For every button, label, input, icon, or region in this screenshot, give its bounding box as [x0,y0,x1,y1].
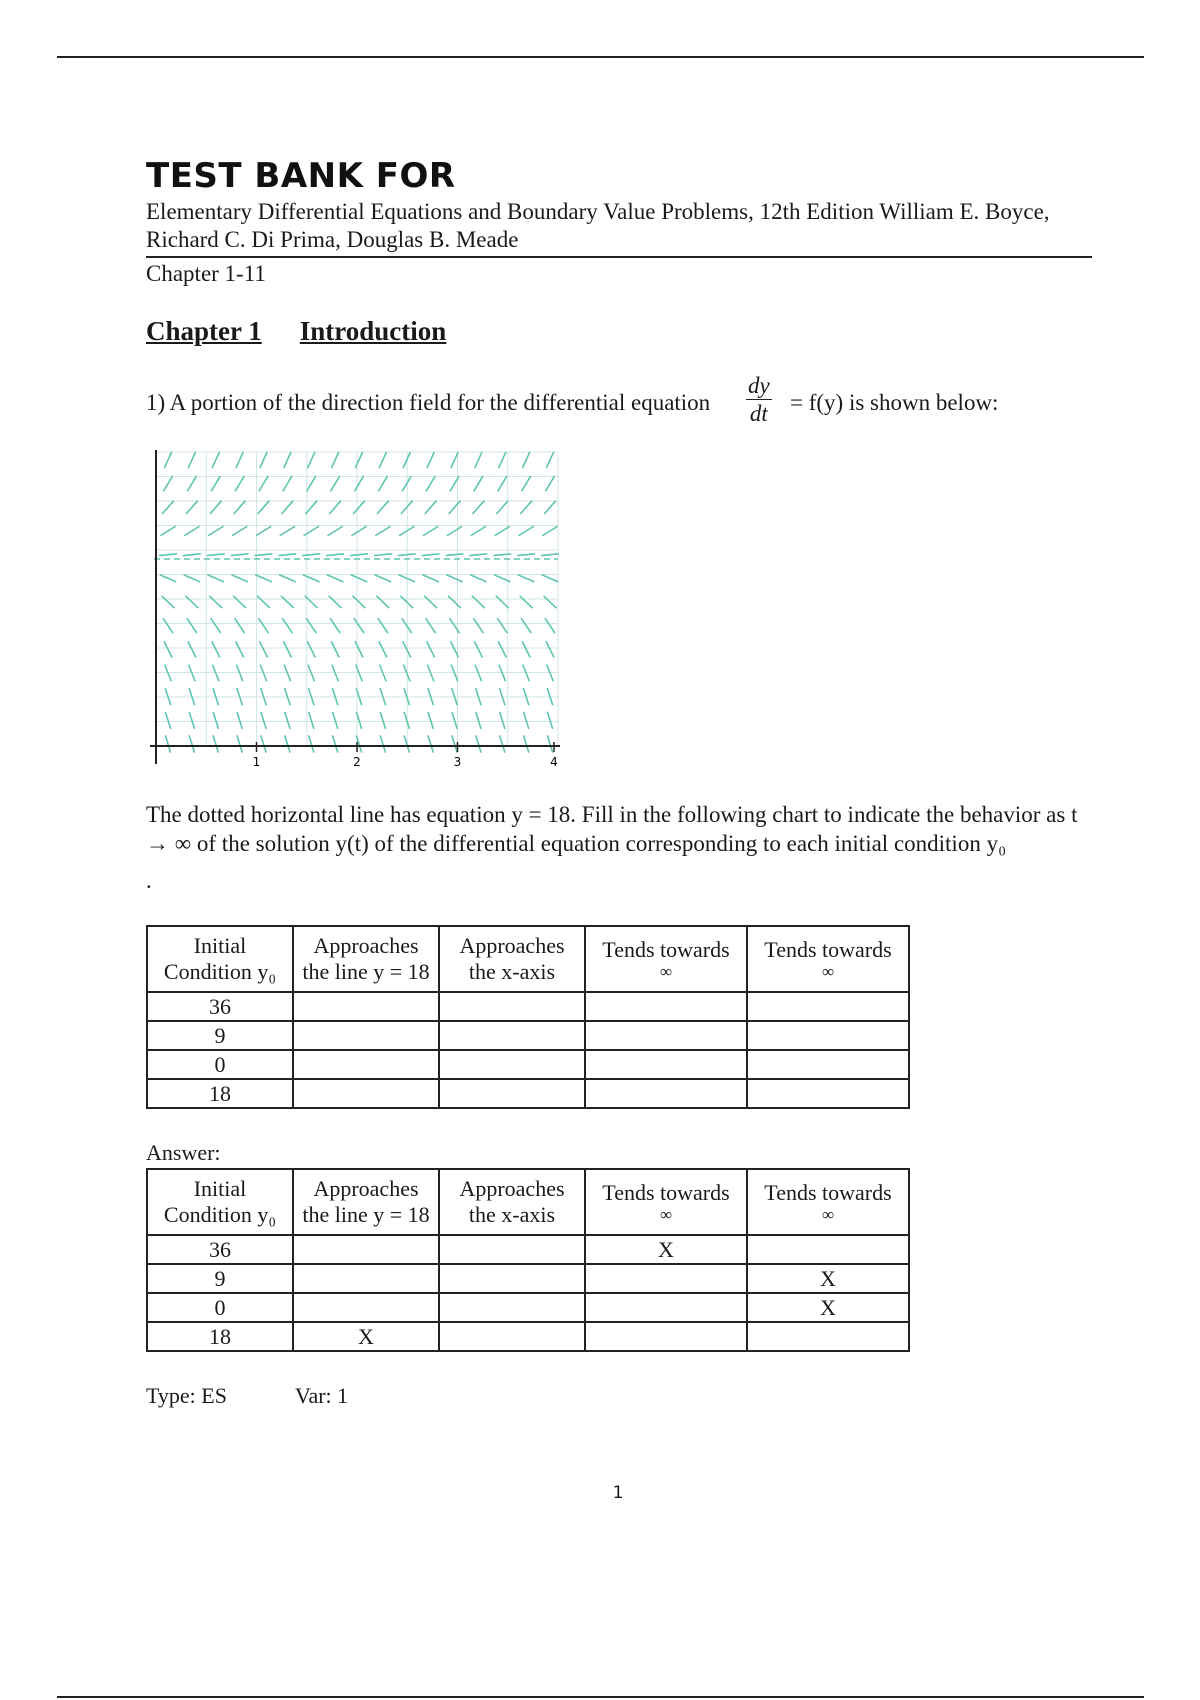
slope-segment [159,554,177,556]
slope-segment [542,575,559,582]
question-variant: Var: 1 [295,1383,349,1408]
slope-segment [522,641,530,657]
slope-segment [331,641,339,657]
slope-segment [304,526,319,536]
cell-line [293,1293,439,1322]
slope-segment [209,596,222,608]
slope-segment [165,712,170,729]
cell-inf-a[interactable] [585,1079,747,1108]
slope-segment [499,452,506,468]
table-row [147,1322,909,1351]
slope-segment [307,641,315,657]
slope-segment [184,526,199,536]
slope-segment [398,554,416,556]
slope-segment [376,596,389,608]
derivative-fraction [746,372,772,427]
slope-segment [496,501,508,515]
slope-segment [208,526,223,536]
table-row [147,1079,909,1108]
slope-segment [446,575,463,582]
table-row [147,1050,909,1079]
slope-segment [351,575,368,582]
slope-segment [283,641,291,657]
slope-segment [428,735,433,752]
slope-segment [259,476,268,491]
slope-segment [236,452,243,468]
slope-segment [496,596,509,608]
slope-segment [517,554,535,556]
x-tick-label: 1 [252,755,261,769]
slope-segment [448,596,461,608]
document-title: TEST BANK FOR [146,156,456,196]
slope-segment [545,476,554,491]
x-tick-label: 4 [550,755,558,769]
slope-segment [476,735,481,752]
slope-segment [207,554,225,556]
slope-segment [188,641,196,657]
slope-segment [327,575,344,582]
header-approaches-xaxis: Approaches the x-axis [439,1169,585,1235]
slope-segment [541,554,559,556]
cell-inf-a: X [585,1235,747,1264]
cell-line[interactable] [293,1079,439,1108]
slope-segment [355,641,363,657]
slope-segment [160,526,175,536]
slope-segment [498,641,506,657]
chart-header-row [147,926,909,992]
slope-segment [285,735,290,752]
chapter-number: Chapter 1 [146,316,262,346]
slope-segment [187,476,196,491]
book-subtitle: Elementary Differential Equations and Boundary Value Problems, 12th Edition William E. Boyce, Richard C. Di Prima, Douglas B. Meade [146,199,1050,252]
slope-segment [279,575,296,582]
slope-segment [231,575,248,582]
table-row [147,1235,909,1264]
slope-segment [211,476,220,491]
slope-segment [474,641,482,657]
question-prompt [146,373,999,426]
slope-segment [235,618,245,633]
slope-segment [260,452,267,468]
cell-xaxis [439,1293,585,1322]
cell-y0: 9 [147,1264,293,1293]
cell-y0: 36 [147,992,293,1021]
slope-segment [255,575,272,582]
question-paragraph: The dotted horizontal line has equation y = 18. Fill in the following chart to indicate the behavior as t → ∞ of the solution y(t) of the differential equation corresponding to each initial condition y₀ [146,802,1078,856]
cell-y0: 18 [147,1079,293,1108]
slope-segment [256,526,271,536]
slope-segment [353,501,365,515]
slope-segment [500,712,505,729]
bottom-rule [57,1696,1144,1698]
slope-segment [330,618,340,633]
x-tick-label: 3 [453,755,462,769]
slope-segment [518,575,535,582]
slope-segment [428,712,433,729]
slope-segment [281,501,293,515]
slope-segment [163,476,172,491]
slope-segment [472,501,484,515]
slope-segment [303,575,320,582]
table-row [147,1293,909,1322]
slope-segment [543,596,556,608]
slope-segment [425,501,437,515]
slope-segment [352,596,365,608]
slope-segment [237,735,242,752]
slope-segment [452,712,457,729]
slope-segment [284,452,291,468]
slope-segment [474,476,483,491]
slope-segment [308,452,315,468]
cell-inf-b [747,1322,909,1351]
cell-y0: 0 [147,1050,293,1079]
slope-segment [306,618,316,633]
slope-segment [331,452,338,468]
cell-line: X [293,1322,439,1351]
slope-segment [189,735,194,752]
fraction-denominator: dt [749,401,768,426]
slope-segment [523,712,528,729]
subtitle-divider [146,256,1092,258]
table-row [147,992,909,1021]
slope-segment [186,501,198,515]
slope-segment [426,476,435,491]
slope-segment [498,476,507,491]
slope-segment [213,712,218,729]
slope-segment [449,501,461,515]
slope-segment [476,712,481,729]
cell-line[interactable] [293,1021,439,1050]
equation-rhs: = f(y) is shown below: [790,390,999,415]
slope-segment [380,735,385,752]
slope-segment [309,735,314,752]
slope-segment [546,452,553,468]
cell-inf-a[interactable] [585,1050,747,1079]
slope-segment [493,554,511,556]
cell-inf-b[interactable] [747,992,909,1021]
slope-segment [426,618,436,633]
slope-segment [422,575,439,582]
slope-segment [184,575,201,582]
cell-inf-b[interactable] [747,1079,909,1108]
slope-segment [332,712,337,729]
slope-segment [447,526,462,536]
slope-segment [188,452,195,468]
cell-y0: 0 [147,1293,293,1322]
table-row [147,1264,909,1293]
header-approaches-xaxis: Approaches the x-axis [439,926,585,992]
cell-xaxis[interactable] [439,1021,585,1050]
slope-segment [185,596,198,608]
slope-segment [212,641,220,657]
slope-segment [235,476,244,491]
cell-inf-b: X [747,1293,909,1322]
slope-segment [500,735,505,752]
slope-segment [542,526,557,536]
slope-segment [354,618,364,633]
slope-segment [475,452,482,468]
slope-segment [285,712,290,729]
slope-segment [258,501,270,515]
slope-segment [211,618,221,633]
slope-segment [545,618,555,633]
slope-segment [329,596,342,608]
chapter-title: Introduction [299,316,447,346]
slope-segment [379,452,386,468]
cell-inf-b [747,1235,909,1264]
cell-inf-a [585,1293,747,1322]
slope-segment [231,554,249,556]
cell-xaxis[interactable] [439,1050,585,1079]
table-row [147,1021,909,1050]
slope-segment [280,526,295,536]
slope-segment [473,618,483,633]
slope-segment [255,554,273,556]
slope-segment [162,501,174,515]
header-approaches-line: Approaches the line y = 18 [293,1169,439,1235]
slope-segment [377,501,389,515]
slope-segment [307,476,316,491]
slope-segment [236,641,244,657]
slope-segment [523,735,528,752]
field-slopes [159,452,559,753]
slope-segment [258,618,268,633]
header-initial-condition: Initial Condition y₀ [147,1169,293,1235]
slope-segment [378,476,387,491]
top-rule [57,56,1144,58]
slope-segment [469,554,487,556]
slope-segment [187,618,197,633]
slope-segment [331,476,340,491]
question-type: Type: ES [146,1383,227,1408]
slope-segment [427,452,434,468]
cell-y0: 18 [147,1322,293,1351]
slope-segment [302,554,320,556]
cell-xaxis [439,1235,585,1264]
cell-y0: 36 [147,1235,293,1264]
cell-inf-a[interactable] [585,992,747,1021]
slope-segment [212,452,219,468]
slope-segment [329,501,341,515]
cell-y0: 9 [147,1021,293,1050]
slope-segment [520,596,533,608]
slope-segment [497,618,507,633]
slope-segment [210,501,222,515]
slope-segment [234,501,246,515]
slope-segment [470,575,487,582]
slope-segment [449,618,459,633]
slope-segment [380,712,385,729]
answer-chart [146,1168,910,1352]
cell-inf-b[interactable] [747,1021,909,1050]
slope-segment [471,526,486,536]
direction-field-plot [146,446,566,776]
cell-xaxis[interactable] [439,1079,585,1108]
slope-segment [309,712,314,729]
slope-segment [520,501,532,515]
slope-segment [207,575,224,582]
slope-segment [261,735,266,752]
slope-segment [233,596,246,608]
slope-segment [374,554,392,556]
slope-segment [326,554,344,556]
slope-segment [332,735,337,752]
header-tends-infinity-b: Tends towards ∞ [747,1169,909,1235]
question-prefix: 1) A portion of the direction field for the differential equation [146,390,711,415]
slope-segment [375,575,392,582]
slope-segment [232,526,247,536]
slope-segment [351,526,366,536]
slope-segment [547,735,552,752]
slope-segment [472,596,485,608]
slope-segment [189,712,194,729]
cell-xaxis[interactable] [439,992,585,1021]
slope-segment [261,712,266,729]
slope-segment [183,554,201,556]
slope-segment [544,501,556,515]
slope-segment [161,596,174,608]
cell-inf-a[interactable] [585,1021,747,1050]
slope-segment [422,554,440,556]
header-tends-infinity-b: Tends towards ∞ [747,926,909,992]
slope-segment [350,554,368,556]
slope-segment [259,641,267,657]
slope-segment [164,641,172,657]
header-initial-condition: Initial Condition y₀ [147,926,293,992]
page-number: 1 [612,1483,624,1503]
slope-segment [522,476,531,491]
slope-segment [213,735,218,752]
cell-line [293,1235,439,1264]
header-tends-infinity-a: Tends towards ∞ [585,926,747,992]
cell-line[interactable] [293,1050,439,1079]
slope-segment [163,618,173,633]
slope-segment [375,526,390,536]
answer-label: Answer: [146,1140,221,1165]
slope-segment [378,618,388,633]
cell-inf-a [585,1264,747,1293]
slope-segment [522,452,529,468]
header-approaches-line: Approaches the line y = 18 [293,926,439,992]
cell-xaxis [439,1264,585,1293]
trailing-period: . [146,868,152,893]
cell-xaxis [439,1322,585,1351]
slope-segment [446,554,464,556]
slope-segment [379,641,387,657]
slope-segment [423,526,438,536]
chapter-heading [146,316,446,347]
x-tick-label: 2 [353,755,361,769]
slope-segment [282,618,292,633]
slope-segment [160,575,177,582]
chapter-range: Chapter 1-11 [146,261,266,286]
slope-segment [283,476,292,491]
slope-segment [257,596,270,608]
slope-segment [521,618,531,633]
slope-segment [165,735,170,752]
slope-segment [354,476,363,491]
chart-header-row [147,1169,909,1235]
cell-line [293,1264,439,1293]
cell-inf-a [585,1322,747,1351]
slope-segment [518,526,533,536]
slope-segment [164,452,171,468]
slope-segment [547,712,552,729]
header-tends-infinity-a: Tends towards ∞ [585,1169,747,1235]
slope-segment [237,712,242,729]
slope-segment [546,641,554,657]
fraction-numerator: dy [748,373,770,398]
question-chart [146,925,910,1109]
cell-inf-b: X [747,1264,909,1293]
slope-segment [452,735,457,752]
slope-segment [278,554,296,556]
slope-segment [327,526,342,536]
cell-inf-b[interactable] [747,1050,909,1079]
cell-line[interactable] [293,992,439,1021]
slope-segment [427,641,435,657]
slope-segment [424,596,437,608]
slope-segment [281,596,294,608]
slope-segment [355,452,362,468]
